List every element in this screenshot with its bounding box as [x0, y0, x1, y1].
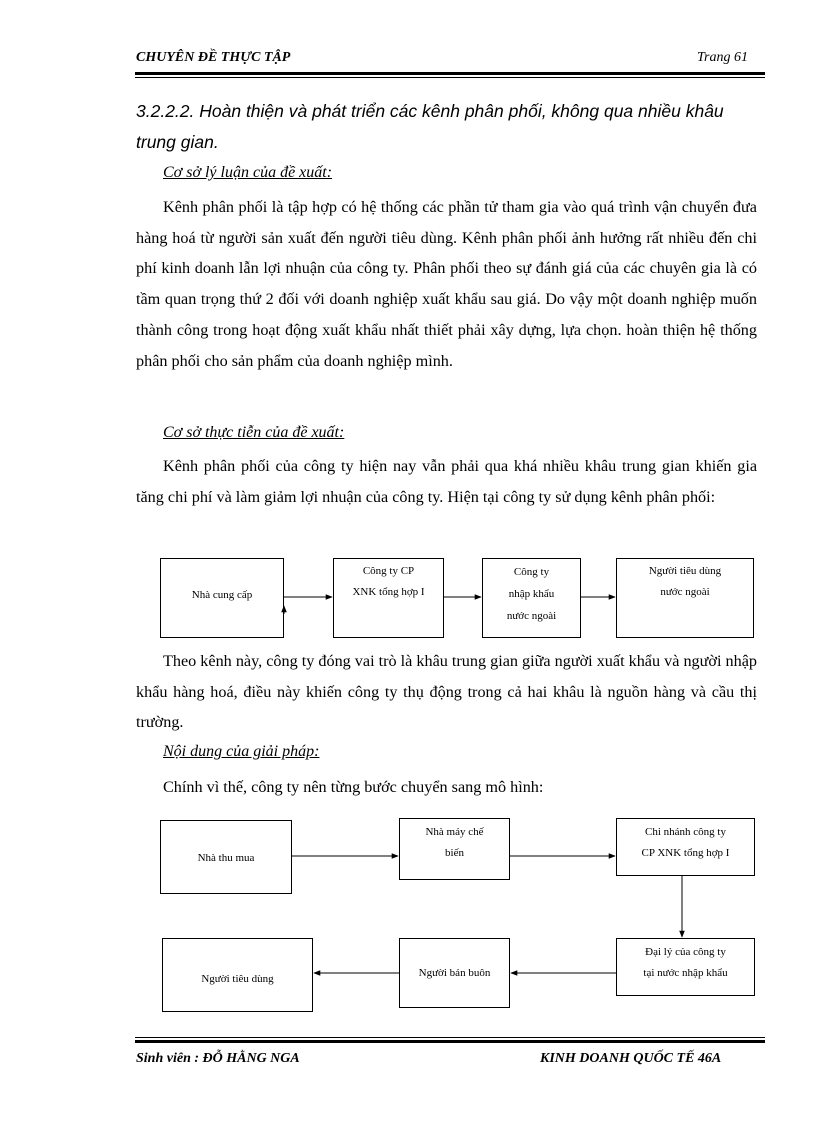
box-wholesaler-label: Người bán buôn	[418, 967, 491, 979]
box-buyer-label: Nhà thu mua	[197, 852, 255, 864]
footer-student: Sinh viên : ĐỖ HẰNG NGA	[136, 1051, 300, 1066]
page-number: Trang 61	[697, 50, 748, 65]
box-branch-line2: CP XNK tổng hợp I	[641, 847, 730, 859]
box-importer-line1: Công ty	[513, 566, 550, 578]
subheading-theory: Cơ sở lý luận của đề xuất:	[163, 164, 333, 181]
box-agent-line2: tại nước nhập khẩu	[643, 967, 728, 979]
box-consumer-line1: Người tiêu dùng	[648, 565, 722, 577]
box-factory-line2: biến	[445, 847, 464, 859]
box-consumer-line2: nước ngoài	[660, 586, 710, 598]
box-supplier-label: Nhà cung cấp	[191, 589, 253, 601]
box-branch-line1: Chi nhánh công ty	[645, 826, 726, 838]
paragraph-practice: Kênh phân phối của công ty hiện nay vẫn phải qua khá nhiều khâu trung gian khiến gia tăng chi phí và làm giảm lợi nhuận của công ty. Hiện tại công ty sử dụng kênh phân phối:	[136, 457, 757, 506]
header-title: CHUYÊN ĐỀ THỰC TẬP	[136, 50, 291, 65]
footer-rule-thin	[135, 1037, 765, 1038]
subheading-practice: Cơ sở thực tiễn của đề xuất:	[163, 424, 345, 441]
box-xnk-line2: XNK tổng hợp I	[352, 586, 425, 598]
paragraph-analysis: Theo kênh này, công ty đóng vai trò là khâu trung gian giữa người xuất khẩu và người nhập khẩu hàng hoá, điều này khiến công ty thụ động trong cả hai khâu là nguồn hàng và cầu thị trường.	[136, 652, 757, 732]
paragraph-proposal: Chính vì thế, công ty nên từng bước chuyển sang mô hình:	[163, 778, 544, 796]
box-factory-line1: Nhà máy chế	[425, 826, 484, 838]
box-agent-line1: Đại lý của công ty	[645, 946, 726, 958]
box-importer-line3: nước ngoài	[506, 610, 557, 622]
box-xnk-line1: Công ty CP	[362, 565, 415, 577]
footer-class: KINH DOANH QUỐC TẾ 46A	[540, 1051, 722, 1066]
footer-rule	[135, 1040, 765, 1043]
section-heading: 3.2.2.2. Hoàn thiện và phát triển các kênh phân phối, không qua nhiều khâu trung gian.	[136, 101, 724, 152]
paragraph-theory: Kênh phân phối là tập hợp có hệ thống các phần tử tham gia vào quá trình vận chuyển đưa hàng hoá từ người sản xuất đến người tiêu dùng. Kênh phân phối ảnh hưởng rất nhiều đến chi phí kinh doanh lẫn lợi nhuận của công ty. Phân phối theo sự đánh giá của các chuyên gia là có tầm quan trọng thứ 2 đối với doanh nghiệp xuất khẩu sau giá. Do vậy một doanh nghiệp muốn thành công trong hoạt động xuất khẩu nhất thiết phải xây dựng, lựa chọn. hoàn thiện hệ thống phân phối cho sản phẩm của doanh nghiệp mình.	[136, 198, 757, 370]
box-importer-line2: nhập khẩu	[508, 588, 555, 600]
box-consumer-label: Người tiêu dùng	[201, 973, 274, 985]
subheading-content: Nội dung của giải pháp:	[163, 743, 320, 760]
